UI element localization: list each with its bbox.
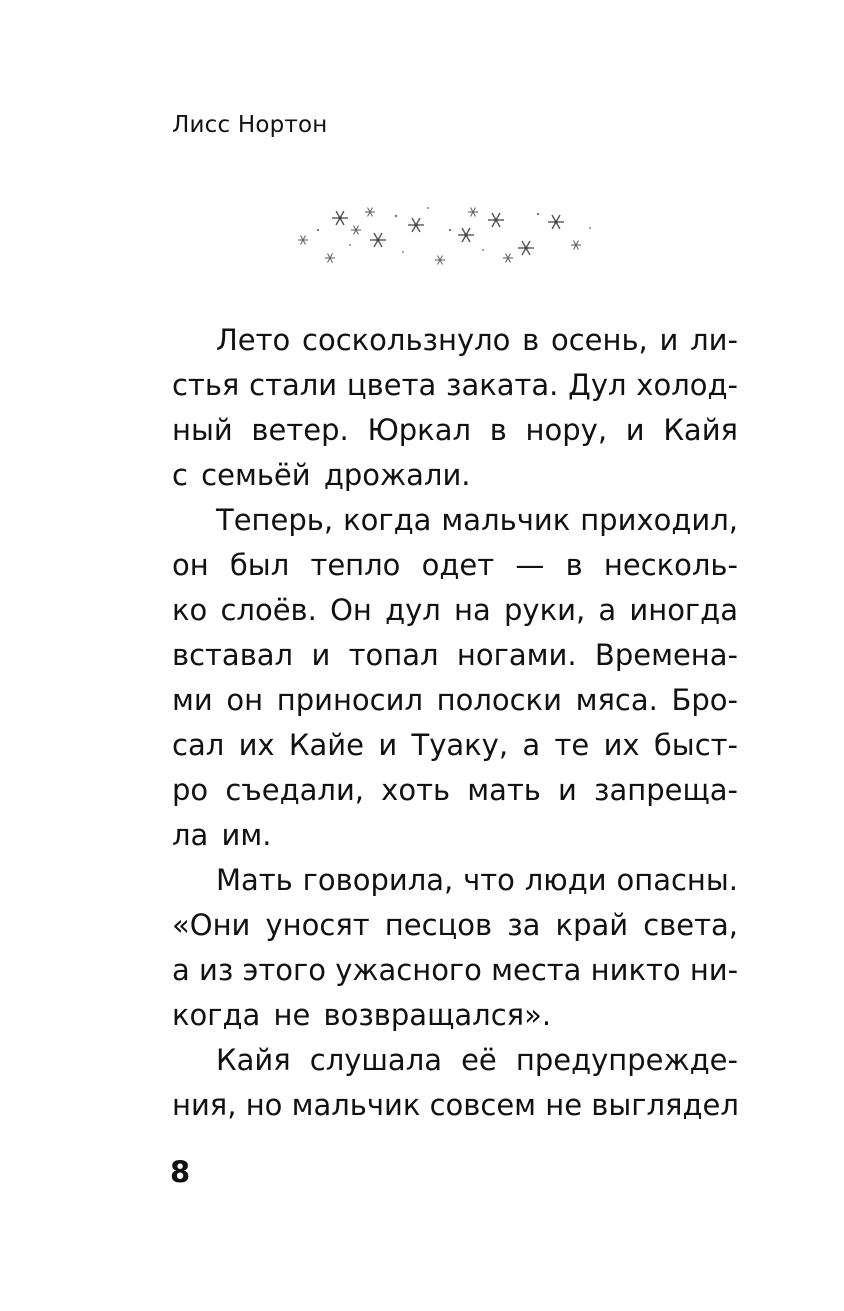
text-line: с семьёй дрожали. bbox=[172, 458, 471, 492]
text-line: стья стали цвета заката. Дул холод- bbox=[172, 368, 738, 402]
text-line: ния, но мальчик совсем не выглядел bbox=[172, 1088, 739, 1122]
running-header-author: Лисс Нортон bbox=[172, 112, 328, 138]
text-line: ми он приносил полоски мяса. Бро- bbox=[172, 683, 738, 717]
text-line: Мать говорила, что люди опасны. bbox=[216, 863, 738, 897]
text-line: «Они уносят песцов за край света, bbox=[172, 908, 738, 942]
text-line: ко слоёв. Он дул на руки, а иногда bbox=[172, 593, 738, 627]
paragraph bbox=[172, 498, 738, 858]
paragraph bbox=[172, 318, 738, 498]
snowflakes-icon bbox=[268, 190, 613, 280]
text-line: Лето соскользнуло в осень, и ли- bbox=[216, 323, 738, 357]
text-line: ла им. bbox=[172, 818, 272, 852]
text-line: когда не возвращался». bbox=[172, 998, 552, 1032]
paragraph bbox=[172, 1038, 738, 1128]
text-line: Кайя слушала её предупрежде- bbox=[216, 1043, 738, 1077]
text-line: ро съедали, хоть мать и запреща- bbox=[172, 773, 738, 807]
body-text bbox=[172, 318, 738, 1128]
text-line: он был тепло одет — в несколь- bbox=[172, 548, 738, 582]
page-number: 8 bbox=[170, 1155, 191, 1189]
text-line: ный ветер. Юркал в нору, и Кайя bbox=[172, 413, 738, 447]
text-line: вставал и топал ногами. Времена- bbox=[172, 638, 738, 672]
text-line: а из этого ужасного места никто ни- bbox=[172, 953, 739, 987]
text-line: Теперь, когда мальчик приходил, bbox=[216, 503, 738, 537]
paragraph bbox=[172, 858, 738, 1038]
text-line: сал их Кайе и Туаку, а те их быст- bbox=[172, 728, 738, 762]
